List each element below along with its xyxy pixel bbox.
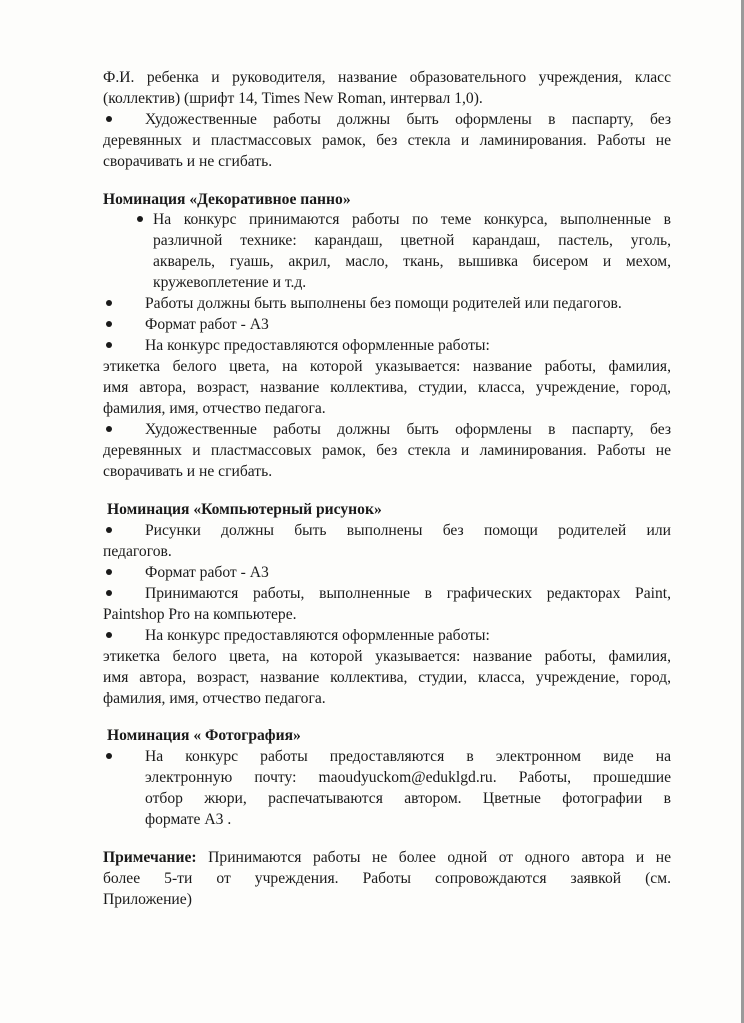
panno-bullet-line: Художественные работы должны быть оформлены в паспарту, без xyxy=(145,421,671,438)
bullet-icon xyxy=(106,753,112,759)
intro-bullet-line: сворачивать и не сгибать. xyxy=(103,153,273,170)
note-text: Принимаются работы не более одной от одного автора и не xyxy=(196,849,671,866)
computer-bullet-line: На конкурс предоставляются оформленные работы: xyxy=(145,627,490,644)
panno-bullet-line: Работы должны быть выполнены без помощи родителей или педагогов. xyxy=(145,295,622,312)
panno-bullet-line: На конкурс принимаются работы по теме конкурса, выполненные в xyxy=(153,211,671,228)
computer-paragraph-line: этикетка белого цвета, на которой указывается: название работы, фамилия, xyxy=(103,648,671,665)
bullet-icon xyxy=(106,527,112,533)
bullet-icon xyxy=(106,342,112,348)
computer-paragraph-line: фамилия, имя, отчество педагога. xyxy=(103,690,326,707)
photo-bullet-line: отбор жюри, распечатываются автором. Цветные фотографии в xyxy=(145,790,671,807)
bullet-icon xyxy=(106,569,112,575)
panno-paragraph-line: этикетка белого цвета, на которой указывается: название работы, фамилия, xyxy=(103,358,671,375)
note-line: более 5-ти от учреждения. Работы сопровождаются заявкой (см. xyxy=(103,870,671,887)
note-label: Примечание: xyxy=(103,849,197,866)
computer-bullet-line: Paintshop Pro на компьютере. xyxy=(103,606,297,623)
bullet-icon xyxy=(137,216,143,222)
panno-bullet-line: акварель, гуашь, акрил, масло, ткань, вышивка бисером и мехом, xyxy=(153,253,671,270)
intro-bullet-line: Художественные работы должны быть оформлены в паспарту, без xyxy=(145,111,671,128)
photo-bullet-line: На конкурс работы предоставляются в электронном виде на xyxy=(145,748,671,765)
panno-bullet-line: деревянных и пластмассовых рамок, без стекла и ламинирования. Работы не xyxy=(103,442,671,459)
panno-bullet-line: Формат работ - А3 xyxy=(145,316,269,333)
panno-paragraph-line: имя автора, возраст, название коллектива, студии, класса, учреждение, город, xyxy=(103,379,671,396)
bullet-icon xyxy=(106,300,112,306)
photo-bullet-line: электронную почту: maoudyuckom@eduklgd.ru. Работы, прошедшие xyxy=(145,769,671,786)
section-heading-panno: Номинация «Декоративное панно» xyxy=(103,191,351,208)
panno-bullet-line: кружевоплетение и т.д. xyxy=(153,274,307,291)
note-line xyxy=(103,848,671,868)
computer-bullet-line: Принимаются работы, выполненные в графических редакторах Paint, xyxy=(145,585,671,602)
intro-bullet-line: деревянных и пластмассовых рамок, без стекла и ламинирования. Работы не xyxy=(103,132,671,149)
panno-bullet-line: различной технике: карандаш, цветной карандаш, пастель, уголь, xyxy=(153,232,671,249)
bullet-icon xyxy=(106,116,112,122)
bullet-icon xyxy=(106,590,112,596)
bullet-icon xyxy=(106,632,112,638)
intro-line: Ф.И. ребенка и руководителя, название образовательного учреждения, класс xyxy=(103,69,671,86)
panno-bullet-line: сворачивать и не сгибать. xyxy=(103,463,273,480)
bullet-icon xyxy=(106,321,112,327)
intro-line: (коллектив) (шрифт 14, Times New Roman, интервал 1,0). xyxy=(103,90,483,107)
computer-bullet-line: педагогов. xyxy=(103,543,172,560)
note-line: Приложение) xyxy=(103,891,192,908)
panno-bullet-line: На конкурс предоставляются оформленные работы: xyxy=(145,337,490,354)
section-heading-computer: Номинация «Компьютерный рисунок» xyxy=(107,501,382,518)
bullet-icon xyxy=(106,426,112,432)
computer-bullet-line: Формат работ - А3 xyxy=(145,564,269,581)
computer-paragraph-line: имя автора, возраст, название коллектива, студии, класса, учреждение, город, xyxy=(103,669,671,686)
computer-bullet-line: Рисунки должны быть выполнены без помощи родителей или xyxy=(145,522,671,539)
photo-bullet-line: формате А3 . xyxy=(145,811,232,828)
section-heading-photo: Номинация « Фотография» xyxy=(107,727,301,744)
panno-paragraph-line: фамилия, имя, отчество педагога. xyxy=(103,400,326,417)
